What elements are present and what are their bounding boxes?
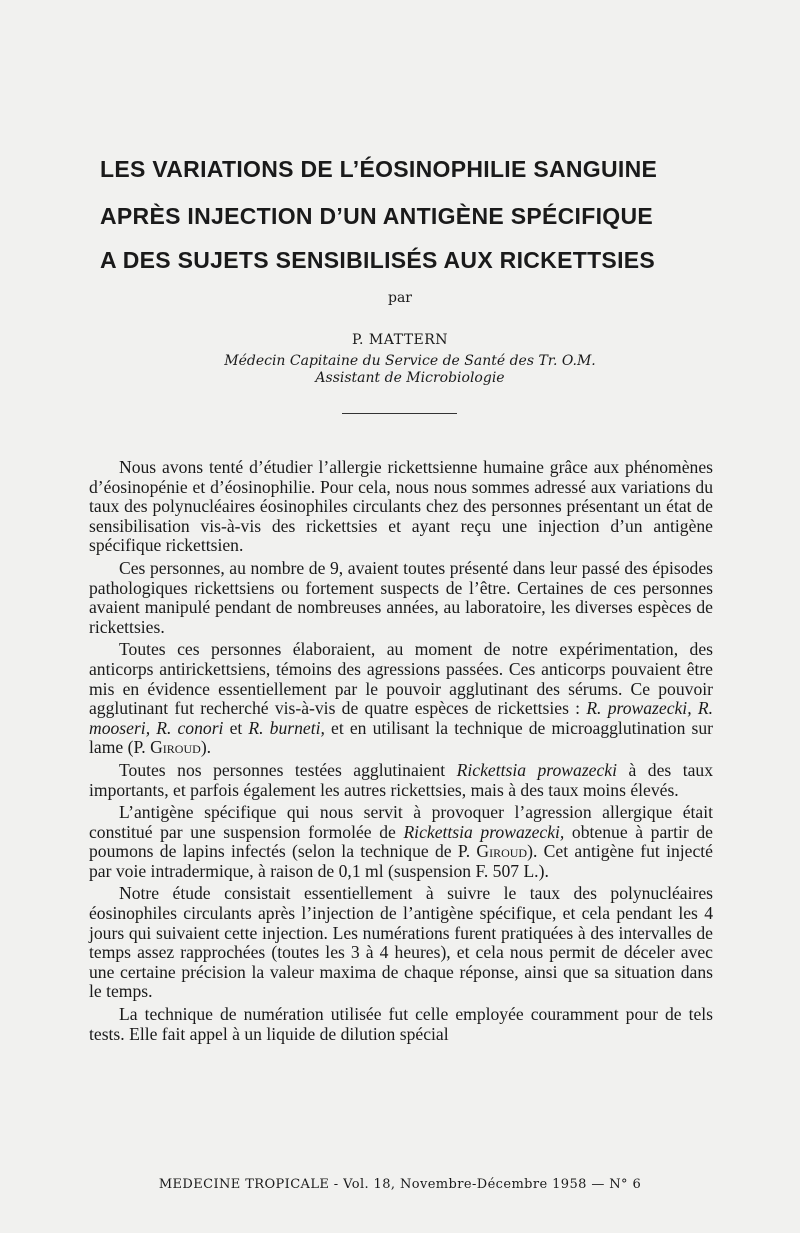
author-giroud: Giroud	[150, 737, 201, 758]
paragraph-4	[89, 761, 713, 800]
paragraph-2: Ces personnes, au nombre de 9, avaient toutes présenté dans leur passé des épisodes pathologiques rickettsiens ou fortement suspects de l’être. Certaines de ces personnes avaient manipulé pendant de nombreuses années, au laboratoire, les diverses espèces de rickettsies.	[89, 557, 713, 637]
title-line-1: LES VARIATIONS DE L’ÉOSINOPHILIE SANGUINE	[100, 156, 658, 182]
separator-rule	[342, 413, 457, 414]
journal-footer: MEDECINE TROPICALE - Vol. 18, Novembre-Décembre 1958 — N° 6	[158, 1177, 642, 1192]
paragraph-3-text-c: ).	[200, 737, 212, 758]
paragraph-3-text-b: et en utilisant la technique de microagglutination sur lame (P.	[89, 717, 714, 758]
species-list: R. prowazecki, R. mooseri, R. conori	[89, 698, 713, 738]
author-giroud-2: Giroud	[476, 841, 528, 862]
author-affiliation-2: Assistant de Microbiologie	[315, 370, 505, 386]
paragraph-4-text-a: Toutes nos personnes testées agglutinaient	[119, 759, 457, 780]
title-line-3: A DES SUJETS SENSIBILISÉS AUX RICKETTSIES	[100, 247, 656, 273]
paragraph-5-text-c: ). Cet antigène fut injecté par voie intradermique, à raison de 0,1 ml (suspension F. 507 L.).	[89, 841, 713, 881]
paragraph-5-text-a: L’antigène spécifique qui nous servit à provoquer l’agression allergique était constitué par une suspension formolée de	[89, 802, 713, 842]
paragraph-4-text-b: à des taux importants, et parfois également les autres rickettsies, mais à des taux moins élevés.	[89, 759, 713, 800]
paragraph-3-et: et	[223, 717, 249, 738]
article-body	[89, 458, 713, 1047]
paragraph-5-text-b: obtenue à partir de poumons de lapins infectés (selon la technique de P.	[89, 821, 713, 862]
species-prowazecki: Rickettsia prowazecki	[456, 759, 617, 780]
paragraph-3-text-a: Toutes ces personnes élaboraient, au moment de notre expérimentation, des anticorps antirickettsiens, témoins des agressions passées. Ces anticorps pouvaient être mis en évidence essentiellement par le pouvoir agglutinant des sérums. Ce pouvoir agglutinant fut recherché vis-à-vis de quatre espèces de rickettsies :	[89, 639, 713, 719]
author-name: P. MATTERN	[351, 332, 449, 348]
paragraph-7: La technique de numération utilisée fut celle employée couramment pour de tels tests. Elle fait appel à un liquide de dilution spécial	[89, 1004, 713, 1044]
species-prowazecki-2: Rickettsia prowazecki,	[403, 821, 565, 842]
paragraph-3	[89, 640, 713, 758]
paragraph-5	[89, 803, 713, 881]
paragraph-6: Notre étude consistait essentiellement à suivre le taux des polynucléaires éosinophiles circulants après l’injection de l’antigène spécifique, et cela pendant les 4 jours qui suivaient cette injection. Les numérations furent pratiquées à des intervalles de temps assez rapprochées (toutes les 3 à 4 heures), et cela nous permit de déceler avec une certaine précision la valeur maxima de chaque réponse, ainsi que sa situation dans le temps.	[89, 883, 713, 1002]
species-burneti: R. burneti,	[248, 717, 325, 738]
byline-par: par	[387, 290, 412, 306]
author-affiliation-1: Médecin Capitaine du Service de Santé des Tr. O.M.	[224, 353, 596, 369]
paragraph-1: Nous avons tenté d’étudier l’allergie rickettsienne humaine grâce aux phénomènes d’éosinopénie et d’éosinophilie. Pour cela, nous nous sommes adressé aux variations du taux des polynucléaires éosinophiles circulants chez des personnes présentant un état de sensibilisation vis-à-vis des rickettsies et ayant reçu une injection d’un antigène spécifique rickettsien.	[89, 457, 713, 556]
title-line-2: APRÈS INJECTION D’UN ANTIGÈNE SPÉCIFIQUE	[100, 203, 653, 229]
